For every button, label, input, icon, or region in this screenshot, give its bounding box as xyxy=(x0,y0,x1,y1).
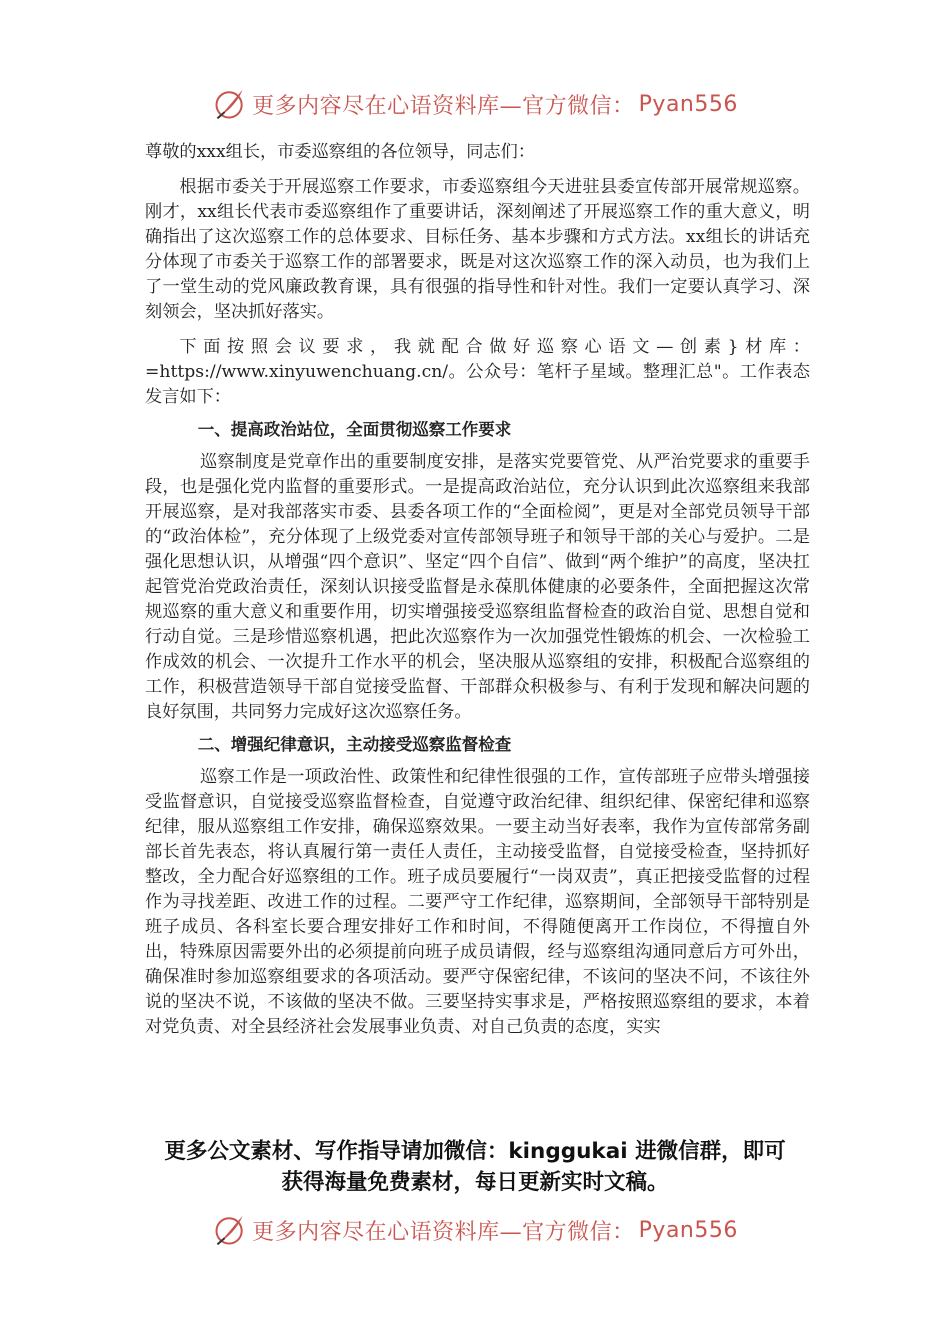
quill-pen-logo-icon xyxy=(212,86,248,122)
intro-paragraph-1: 根据市委关于开展巡察工作要求，市委巡察组今天进驻县委宣传部开展常规巡察。刚才，xx组长代表市委巡察组作了重要讲话，深刻阐述了开展巡察工作的重大意义，明确指出了这次巡察工作的总体要求、目标任务、基本步骤和方式方法。xx组长的讲话充分体现了市委关于巡察工作的部署要求，既是对这次巡察工作的深入动员，也为我们上了一堂生动的党风廉政教育课，具有很强的指导性和针对性。我们一定要认真学习、深刻领会，坚决抓好落实。 xyxy=(145,177,810,322)
quill-pen-logo-icon xyxy=(212,1212,248,1248)
footer-banner xyxy=(0,1210,950,1250)
salutation: 尊敬的xxx组长，市委巡察组的各位领导，同志们： xyxy=(145,142,536,162)
footer-wechat-handle: Pyan556 xyxy=(638,1217,738,1243)
banner-wechat-handle: Pyan556 xyxy=(638,91,738,117)
promo-notice xyxy=(120,1136,830,1198)
section-2-heading: 二、增强纪律意识，主动接受巡察监督检查 xyxy=(197,735,512,754)
section-1-heading: 一、提高政治站位，全面贯彻巡察工作要求 xyxy=(197,420,512,439)
section-1-paragraph: 巡察制度是党章作出的重要制度安排，是落实党要管党、从严治党要求的重要手段，也是强化党内监督的重要形式。一是提高政治站位，充分认识到此次巡察组来我部开展巡察，是对我部落实市委、县委各项工作的“全面检阅”，更是对全部党员领导干部的“政治体检”，充分体现了上级党委对宣传部领导班子和领导干部的关心与爱护。二是强化思想认识，从增强“四个意识”、坚定“四个自信”、做到“两个维护”的高度，坚决扛起管党治党政治责任，深刻认识接受监督是永葆肌体健康的必要条件，全面把握这次常规巡察的重大意义和重要作用，切实增强接受巡察组监督检查的政治自觉、思想自觉和行动自觉。三是珍惜巡察机遇，把此次巡察作为一次加强党性锻炼的机会、一次检验工作成效的机会、一次提升工作水平的机会，坚决服从巡察组的安排，积极配合巡察组的工作，积极营造领导干部自觉接受监督、干部群众积极参与、有利于发现和解决问题的良好氛围，共同努力完成好这次巡察任务。 xyxy=(145,452,810,722)
header-banner xyxy=(0,84,950,124)
footer-brand-text: 更多内容尽在心语资料库—官方微信： xyxy=(252,1219,635,1245)
section-2-paragraph: 巡察工作是一项政治性、政策性和纪律性很强的工作，宣传部班子应带头增强接受监督意识，自觉接受巡察监督检查，自觉遵守政治纪律、组织纪律、保密纪律和巡察纪律，服从巡察组工作安排，确保巡察效果。一要主动当好表率，我作为宣传部常务副部长首先表态，将认真履行第一责任人责任，主动接受监督，自觉接受检查，坚持抓好整改，全力配合好巡察组的工作。班子成员要履行“一岗双责”，真正把接受监督的过程作为寻找差距、改进工作的过程。二要严守工作纪律，巡察期间，全部领导干部特别是班子成员、各科室长要合理安排好工作和时间，不得随便离开工作岗位，不得擅自外出，特殊原因需要外出的必须提前向班子成员请假，经与巡察组沟通同意后方可外出，确保准时参加巡察组要求的各项活动。要严守保密纪律，不该问的坚决不问，不该往外说的坚决不说，不该做的坚决不做。三要坚持实事求是，严格按照巡察组的要求，本着对党负责、对全县经济社会发展事业负责、对自己负责的态度，实实 xyxy=(145,767,810,1037)
promo-line-2: 获得海量免费素材，每日更新实时文稿。 xyxy=(281,1170,669,1195)
promo-line-1: 更多公文素材、写作指导请加微信：kinggukai 进微信群，即可 xyxy=(164,1139,786,1164)
intro-paragraph-2: 下面按照会议要求，我就配合做好巡察心语文—创素}材库：=https://www.xinyuwenchuang.cn/。公众号：笔杆子星域。整理汇总"。工作表态发言如下： xyxy=(145,337,810,407)
banner-brand-text: 更多内容尽在心语资料库—官方微信： xyxy=(252,93,635,119)
document-body xyxy=(145,140,810,1040)
